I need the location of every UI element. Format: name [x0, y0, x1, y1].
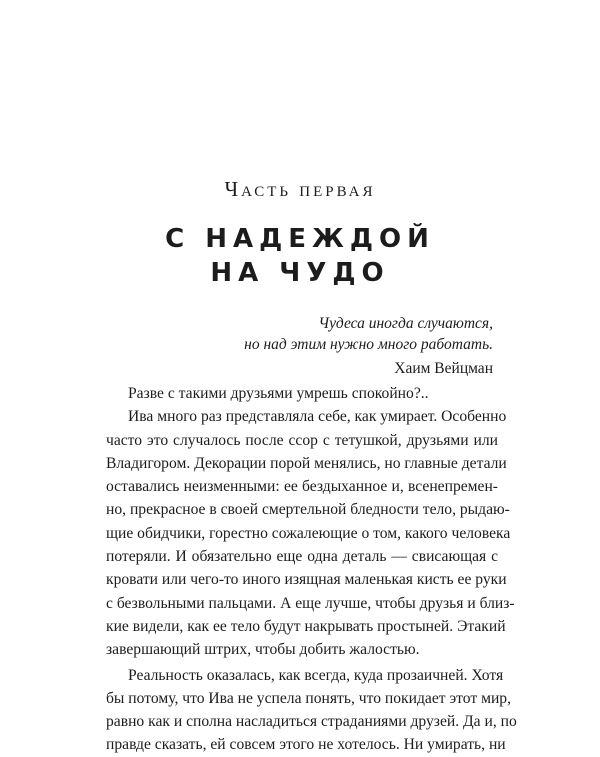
text-line: с безвольными пальцами. А еще лучше, чтобы друзья и близ- — [106, 594, 515, 612]
text-line: Ива много раз представляла себе, как умирает. Особенно — [128, 408, 507, 426]
chapter-title — [0, 222, 600, 290]
chapter-title-line-2: НА ЧУДО — [210, 258, 390, 288]
text-line: оставались неизменными: ее бездыханное и, всенепремен- — [106, 478, 498, 496]
text-line: часто это случалось после ссор с тетушкой, друзьями или — [106, 431, 498, 449]
text-line: Владигором. Декорации порой менялись, но главные детали — [106, 454, 507, 472]
part-label: Часть первая — [224, 177, 376, 201]
epigraph-line-2: но над этим нужно много работать. — [244, 336, 493, 353]
text-line: правде сказать, ей совсем этого не хотелось. Ни умирать, ни — [106, 736, 506, 754]
epigraph-line-1: Чудеса иногда случаются, — [318, 315, 493, 332]
body-text — [106, 382, 517, 757]
text-line: кровати или чего-то иного изящная маленькая кисть ее руки — [106, 571, 507, 589]
text-line: но, прекрасное в своей смертельной бледности тело, рыдаю- — [106, 501, 510, 519]
text-line: кие видели, как ее тело будут накрывать простыней. Этакий — [106, 617, 506, 635]
text-line: потеряли. И обязательно еще одна деталь — свисающая с — [106, 548, 498, 566]
text-line: равно как и сполна насладиться страданиями друзей. Да и, по — [106, 713, 517, 731]
chapter-title-line-1: С НАДЕЖДОЙ — [165, 224, 435, 254]
epigraph — [173, 313, 493, 379]
text-line: щие обидчики, горестно сожалеющие о том, какого человека — [106, 524, 511, 542]
text-line: бы потому, что Ива не успела понять, что покидает этот мир, — [106, 689, 511, 707]
text-line: Разве с такими друзьями умрешь спокойно?.. — [128, 385, 429, 402]
text-line: завершающий штрих, чтобы добить жалостью. — [106, 641, 420, 659]
text-line: Реальность оказалась, как всегда, куда прозаичней. Хотя — [128, 666, 504, 684]
epigraph-author: Хаим Вейцман — [394, 360, 493, 377]
